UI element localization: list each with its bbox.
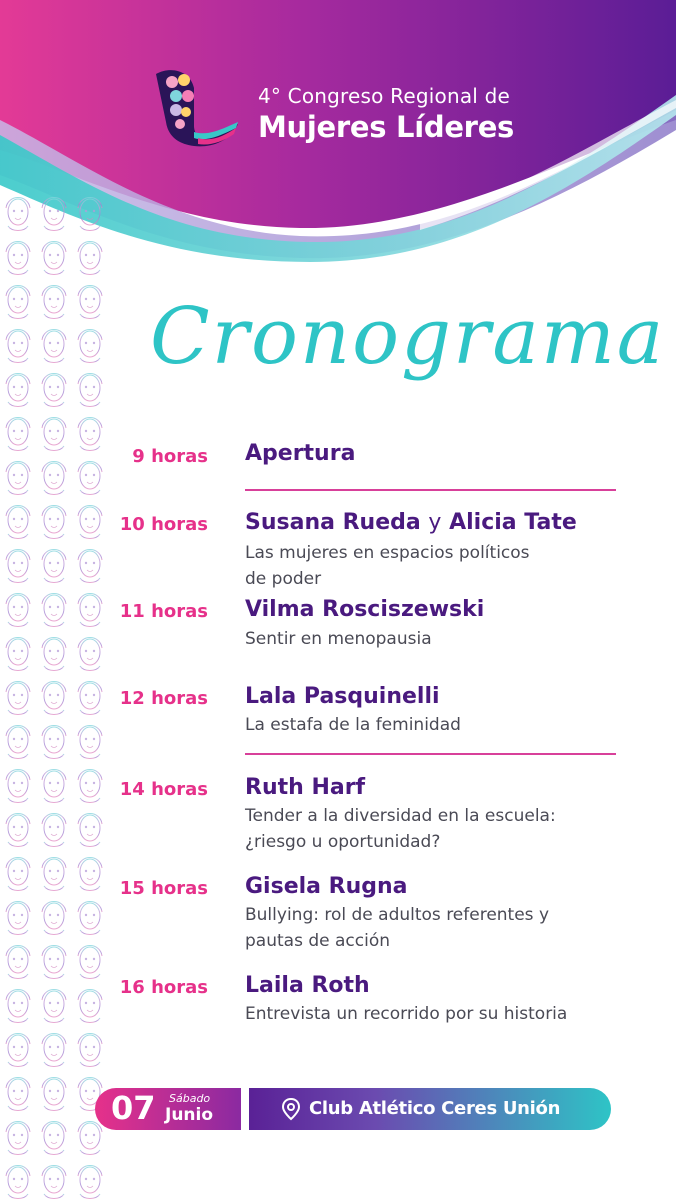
- schedule-description: [245, 803, 605, 855]
- schedule-description: [245, 1001, 605, 1027]
- schedule-speaker: Ruth Harf: [245, 775, 366, 800]
- venue-badge: [249, 1088, 611, 1130]
- section-divider: [245, 753, 616, 755]
- description-line: Entrevista un recorrido por su historia: [245, 1004, 568, 1024]
- venue-name: Club Atlético Ceres Unión: [309, 1098, 561, 1119]
- description-line: pautas de acción: [245, 931, 390, 951]
- schedule-description: [245, 712, 605, 738]
- schedule-speaker: [245, 510, 577, 535]
- event-title-line2: Mujeres Líderes: [258, 110, 515, 144]
- date-day-name: Sábado: [169, 1092, 211, 1105]
- event-title-line1: 4° Congreso Regional de: [258, 84, 510, 108]
- description-line: de poder: [245, 569, 322, 589]
- schedule-time: 11 horas: [119, 601, 208, 622]
- schedule-heading: [150, 268, 666, 418]
- schedule-time: 10 horas: [119, 514, 208, 535]
- schedule-speaker: Apertura: [245, 441, 356, 466]
- description-line: Tender a la diversidad en la escuela:: [245, 806, 556, 826]
- description-line: La estafa de la feminidad: [245, 715, 461, 735]
- schedule-time: 12 horas: [119, 688, 208, 709]
- schedule-time: 9 horas: [132, 446, 208, 467]
- description-line: Las mujeres en espacios políticos: [245, 543, 530, 563]
- section-divider: [245, 489, 616, 491]
- speaker-joiner: y: [428, 510, 442, 535]
- location-pin-icon: [281, 1098, 301, 1120]
- date-day-number: 07: [111, 1089, 156, 1127]
- schedule-speaker: Laila Roth: [245, 973, 370, 998]
- schedule-heading-text: Cronograma: [150, 292, 666, 382]
- congress-logo-icon: [150, 66, 242, 148]
- schedule-description: [245, 540, 605, 592]
- description-line: ¿riesgo u oportunidad?: [245, 832, 441, 852]
- event-date-badge: [95, 1088, 241, 1130]
- schedule-description: [245, 902, 605, 954]
- event-title: [258, 84, 514, 144]
- description-line: Sentir en menopausia: [245, 629, 432, 649]
- speaker-name: Susana Rueda: [245, 510, 421, 535]
- schedule-speaker: Lala Pasquinelli: [245, 684, 440, 709]
- schedule-speaker: Vilma Rosciszewski: [245, 597, 485, 622]
- date-month: Junio: [165, 1105, 214, 1125]
- schedule-time: 15 horas: [119, 878, 208, 899]
- schedule-speaker: Gisela Rugna: [245, 874, 408, 899]
- description-line: Bullying: rol de adultos referentes y: [245, 905, 550, 925]
- schedule-description: [245, 626, 605, 652]
- schedule-time: 16 horas: [119, 977, 208, 998]
- schedule-time: 14 horas: [119, 779, 208, 800]
- speaker-name: Alicia Tate: [449, 510, 577, 535]
